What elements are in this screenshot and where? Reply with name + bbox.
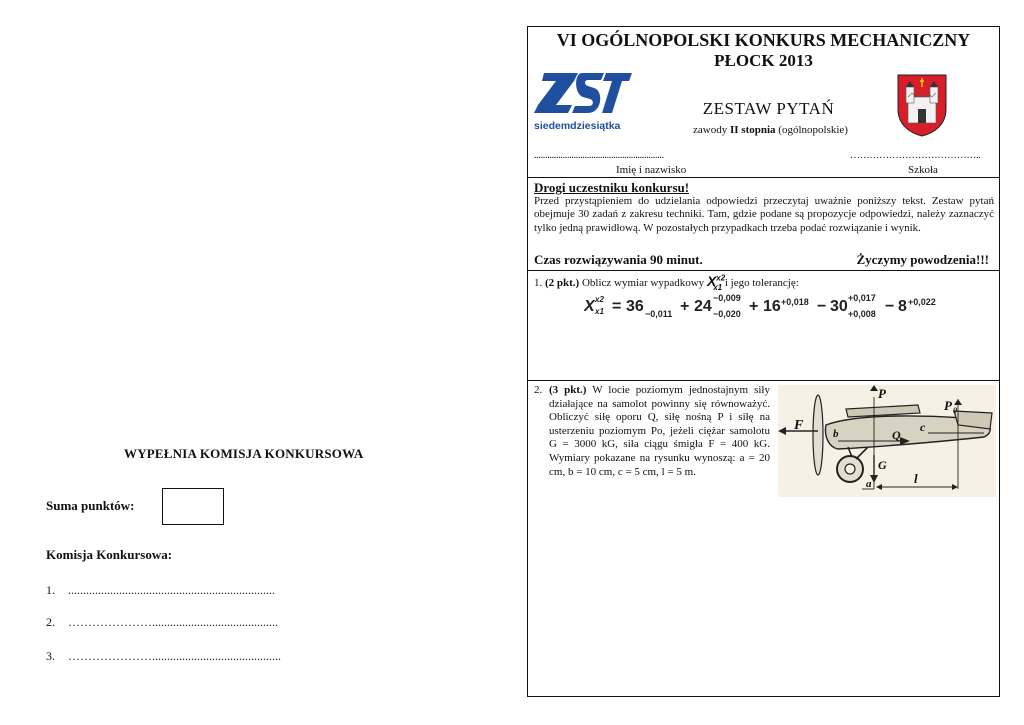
question-1-prompt: Oblicz wymiar wypadkowy [581, 277, 705, 289]
svg-text:x2: x2 [595, 295, 604, 304]
points-box[interactable] [162, 488, 224, 525]
jury-line-1 [46, 583, 275, 598]
jury-line-dots: …………………........................................... [68, 649, 281, 663]
svg-text:−: − [817, 298, 827, 315]
label-Q: Q [892, 428, 901, 442]
stage-suffix: (ogólnopolskie) [778, 124, 848, 136]
dimension-symbol: $X^{x2}_{x1}$ [706, 273, 726, 292]
question-number: 1. [534, 277, 543, 289]
jury-line-number: 2. [46, 615, 55, 629]
jury-line-dots: ..................................................................... [68, 583, 275, 597]
contest-subtitle: PŁOCK 2013 [714, 51, 813, 70]
divider [528, 270, 999, 271]
svg-text:−: − [885, 298, 895, 315]
formula-term: 36 [626, 298, 644, 315]
name-field[interactable]: ........................................................... [534, 150, 664, 161]
logo-caption: siedemdziesiątka [534, 120, 621, 132]
label-P: P [878, 386, 886, 401]
question-sheet [527, 26, 1000, 697]
svg-text:+: + [680, 298, 690, 315]
svg-text:+0,022: +0,022 [908, 297, 936, 307]
question-1-text [534, 273, 799, 292]
airplane-forces-diagram [778, 385, 996, 497]
set-title: ZESTAW PYTAŃ [702, 99, 835, 118]
jury-line-3 [46, 649, 281, 664]
question-points: (3 pkt.) [549, 384, 587, 396]
formula-term: 24 [694, 298, 712, 315]
svg-text:=: = [612, 298, 622, 315]
jury-label: Komisja Konkursowa: [46, 547, 173, 562]
label-G: G [878, 458, 887, 472]
question-1-prompt-end: i jego tolerancję: [724, 277, 799, 289]
stage-prefix: zawody [693, 124, 728, 136]
svg-text:+0,018: +0,018 [781, 297, 809, 307]
svg-text:+0,008: +0,008 [848, 309, 876, 319]
question-number: 2. [534, 384, 543, 396]
school-label: Szkoła [908, 164, 938, 176]
formula-lhs: X [584, 298, 595, 315]
label-P0: P [944, 398, 952, 413]
contest-title: VI OGÓLNOPOLSKI KONKURS MECHANICZNY [556, 30, 971, 50]
question-2-prompt: W locie poziomym jednostajnym siły działające na samolot powinny się równoważyć. Obliczyć siłę oporu Q, siłę nośną P i siłę na usterzeniu poziomym Po, jeżeli ciężar samolotu G = 3000 kG, siła ciągu śmigła F = 400 kG. Wymiary pokazane na rysunku wynoszą: a = 20 cm, b = 10 cm, c = 5 cm, l = 5 m. [549, 384, 770, 478]
stage-level: II stopnia [730, 124, 776, 136]
question-points: (2 pkt.) [545, 277, 580, 289]
jury-line-number: 3. [46, 649, 55, 663]
formula-term: 8 [898, 298, 907, 315]
name-label: Imię i nazwisko [616, 164, 687, 176]
label-a: a [866, 478, 872, 490]
label-b: b [833, 428, 839, 440]
jury-line-2 [46, 615, 278, 630]
svg-text:+: + [749, 298, 759, 315]
points-label: Suma punktów: [46, 498, 135, 513]
good-luck: Życzymy powodzenia!!! [856, 252, 989, 267]
svg-text:0: 0 [953, 406, 957, 415]
label-c: c [920, 420, 926, 434]
svg-text:−0,009: −0,009 [713, 293, 741, 303]
divider [528, 380, 999, 381]
school-field[interactable]: ………………………………….. [850, 150, 981, 161]
intro-text: Przed przystąpieniem do udzielania odpowiedzi przeczytaj uważnie poniższy tekst. Zestaw pytań obejmuje 30 zadań z zakresu techniki. Tam, gdzie podane są propozycje odpowiedzi, należy zaznaczyć tylko jedną prawidłową. W pozostałych przypadkach trzeba podać rozwiązanie i wynik. [534, 195, 994, 234]
sheet-header [528, 27, 999, 176]
question-2-text [534, 384, 770, 479]
tolerance-formula [584, 291, 944, 321]
commission-heading: WYPEŁNIA KOMISJA KONKURSOWA [124, 446, 364, 461]
svg-text:−0,011: −0,011 [645, 309, 673, 319]
svg-text:x1: x1 [595, 307, 604, 316]
intro-heading: Drogi uczestniku konkursu! [534, 180, 690, 195]
time-limit: Czas rozwiązywania 90 minut. [534, 252, 703, 267]
divider [528, 177, 999, 178]
label-l: l [914, 471, 918, 486]
jury-line-dots: ………………….......................................... [68, 615, 278, 629]
stage-line [528, 124, 999, 136]
jury-line-number: 1. [46, 583, 55, 597]
formula-term: 16 [763, 298, 781, 315]
label-F: F [794, 418, 804, 433]
svg-text:+0,017: +0,017 [848, 293, 876, 303]
formula-term: 30 [830, 298, 848, 315]
svg-text:−0,020: −0,020 [713, 309, 741, 319]
